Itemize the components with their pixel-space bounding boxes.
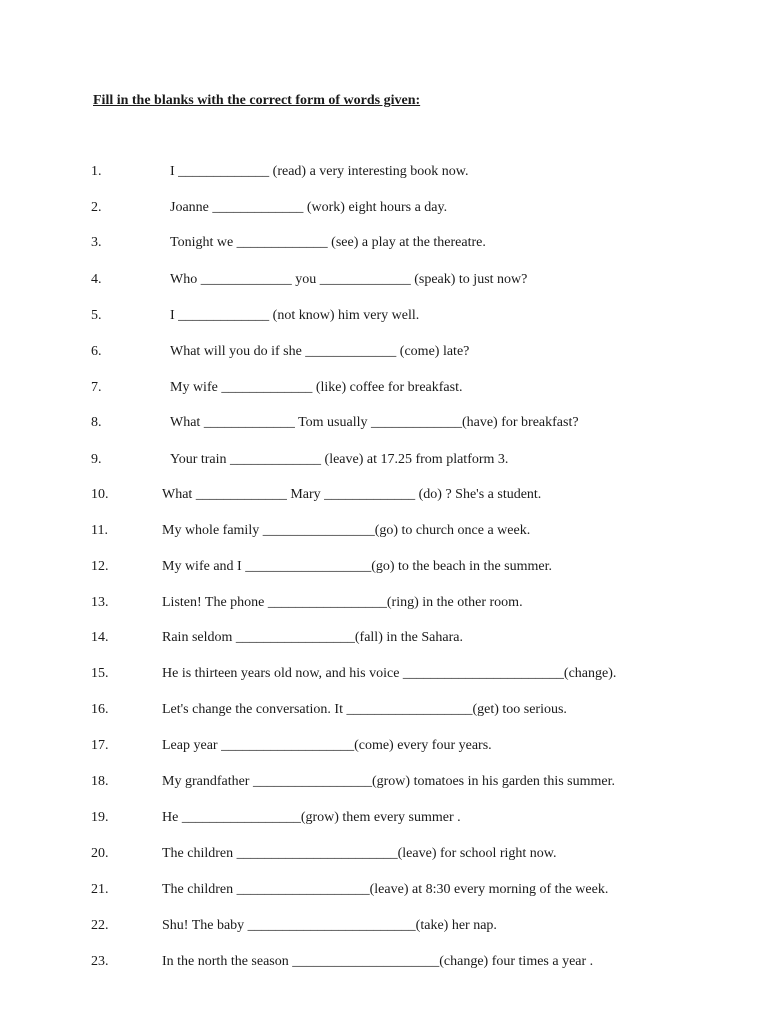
item-sentence: What _____________ Mary _____________ (do) ? She's a student. xyxy=(162,487,542,502)
item-sentence: I _____________ (read) a very interesting book now. xyxy=(170,164,469,179)
item-sentence: My whole family ________________(go) to church once a week. xyxy=(162,523,531,538)
item-sentence: My grandfather _________________(grow) tomatoes in his garden this summer. xyxy=(162,774,615,789)
item-number: 22. xyxy=(91,918,109,933)
item-number: 3. xyxy=(91,235,102,250)
item-sentence: Listen! The phone _________________(ring) in the other room. xyxy=(162,595,523,610)
item-sentence: Joanne _____________ (work) eight hours a day. xyxy=(170,200,448,215)
item-number: 1. xyxy=(91,164,102,179)
item-sentence: Tonight we _____________ (see) a play at the thereatre. xyxy=(170,235,486,250)
item-sentence: Leap year ___________________(come) every four years. xyxy=(162,738,492,753)
item-sentence: What _____________ Tom usually _____________(have) for breakfast? xyxy=(170,415,579,430)
item-number: 13. xyxy=(91,595,109,610)
item-sentence: My wife _____________ (like) coffee for breakfast. xyxy=(170,380,463,395)
item-number: 12. xyxy=(91,559,109,574)
item-number: 2. xyxy=(91,200,102,215)
item-number: 20. xyxy=(91,846,109,861)
item-sentence: The children ___________________(leave) at 8:30 every morning of the week. xyxy=(162,882,609,897)
item-sentence: In the north the season _____________________(change) four times a year . xyxy=(162,954,594,969)
item-number: 8. xyxy=(91,415,102,430)
item-number: 10. xyxy=(91,487,109,502)
item-number: 17. xyxy=(91,738,109,753)
item-sentence: What will you do if she _____________ (come) late? xyxy=(170,344,470,359)
item-number: 18. xyxy=(91,774,109,789)
item-number: 15. xyxy=(91,666,109,681)
item-number: 14. xyxy=(91,630,109,645)
item-sentence: My wife and I __________________(go) to the beach in the summer. xyxy=(162,559,552,574)
item-number: 16. xyxy=(91,702,109,717)
item-number: 6. xyxy=(91,344,102,359)
item-sentence: He is thirteen years old now, and his voice _______________________(change). xyxy=(162,666,617,681)
item-sentence: I _____________ (not know) him very well. xyxy=(170,308,420,323)
item-sentence: Who _____________ you _____________ (speak) to just now? xyxy=(170,272,528,287)
item-sentence: Your train _____________ (leave) at 17.25 from platform 3. xyxy=(170,452,509,467)
item-sentence: Rain seldom _________________(fall) in the Sahara. xyxy=(162,630,463,645)
item-number: 11. xyxy=(91,523,108,538)
item-sentence: Shu! The baby ________________________(take) her nap. xyxy=(162,918,497,933)
worksheet-title: Fill in the blanks with the correct form of words given: xyxy=(93,93,421,108)
item-number: 4. xyxy=(91,272,102,287)
item-number: 5. xyxy=(91,308,102,323)
item-sentence: The children _______________________(leave) for school right now. xyxy=(162,846,557,861)
item-number: 9. xyxy=(91,452,102,467)
item-sentence: He _________________(grow) them every summer . xyxy=(162,810,461,825)
item-number: 23. xyxy=(91,954,109,969)
item-sentence: Let's change the conversation. It __________________(get) too serious. xyxy=(162,702,567,717)
item-number: 7. xyxy=(91,380,102,395)
item-number: 19. xyxy=(91,810,109,825)
item-number: 21. xyxy=(91,882,109,897)
